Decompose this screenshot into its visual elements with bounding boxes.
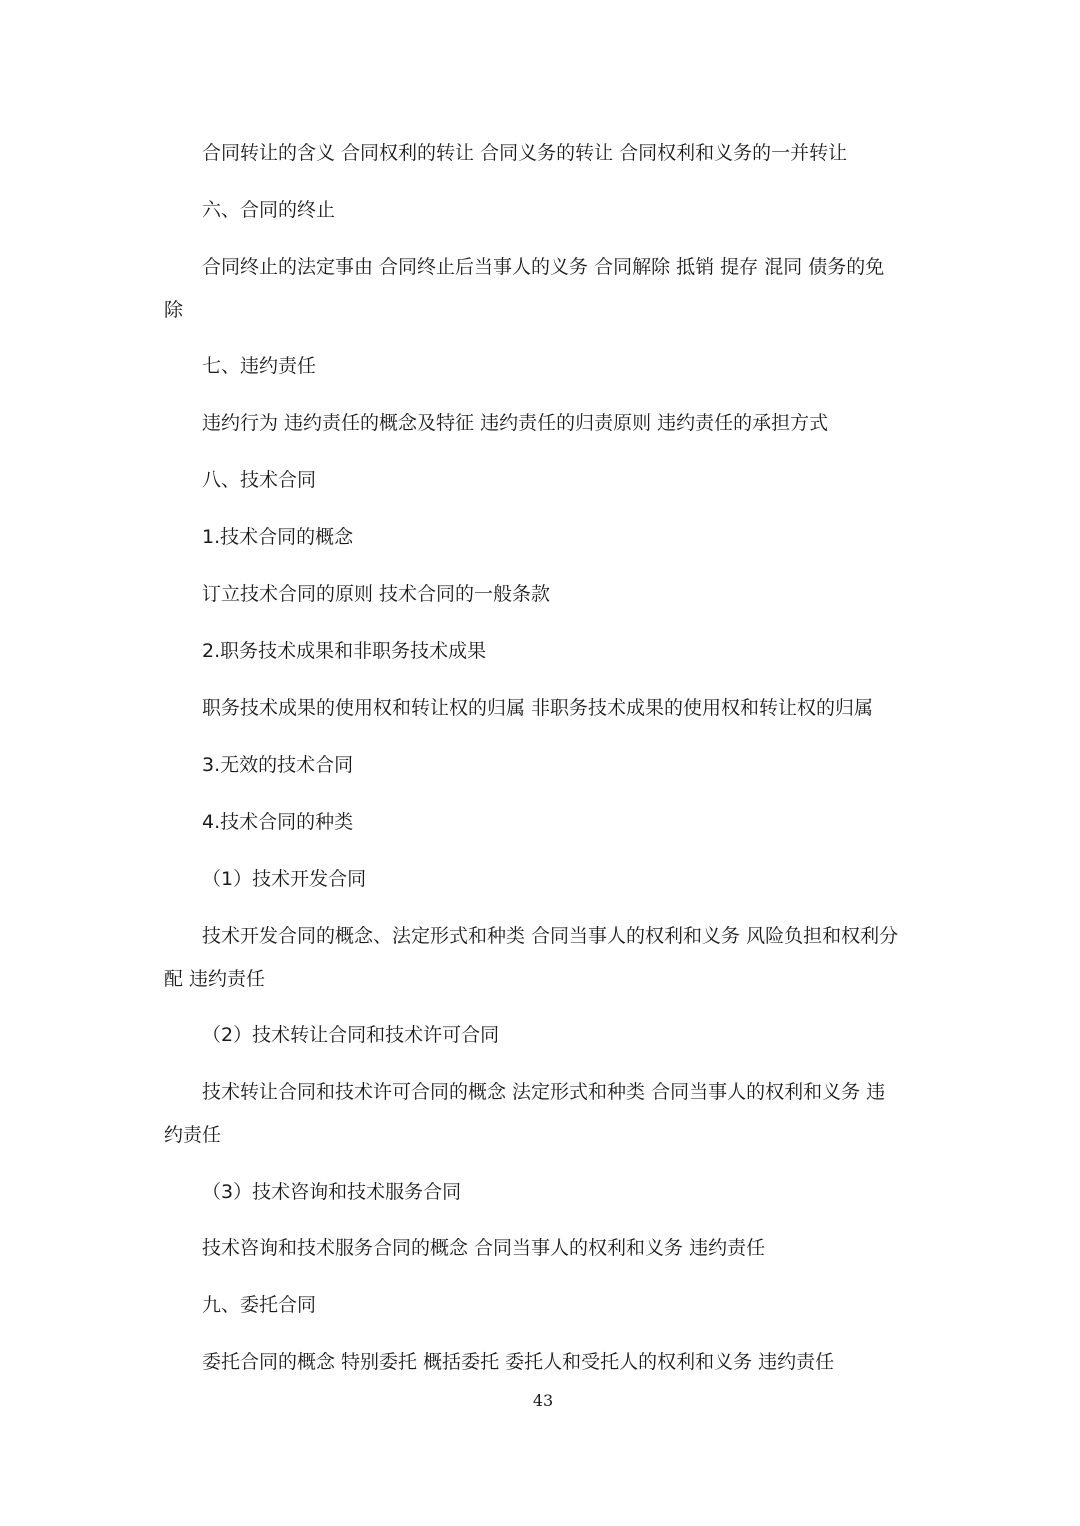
paragraph-termination-line2: 除 [164,299,184,321]
subheading-service-tech-results: 2.职务技术成果和非职务技术成果 [202,640,487,662]
heading-entrustment-contract: 九、委托合同 [202,1294,317,1316]
page-number: 43 [532,1391,554,1410]
paragraph-tech-results-ownership: 职务技术成果的使用权和转让权的归属 非职务技术成果的使用权和转让权的归属 [202,697,874,719]
paragraph-tech-transfer-line2: 约责任 [164,1124,222,1146]
paragraph-tech-contract-principles: 订立技术合同的原则 技术合同的一般条款 [202,583,551,605]
paragraph-tech-development-line2: 配 违约责任 [164,968,266,990]
paragraph-breach-liability: 违约行为 违约责任的概念及特征 违约责任的归责原则 违约责任的承担方式 [202,412,829,434]
paragraph-tech-consulting: 技术咨询和技术服务合同的概念 合同当事人的权利和义务 违约责任 [202,1237,766,1259]
subheading-tech-consulting-service: （3）技术咨询和技术服务合同 [202,1181,462,1203]
heading-breach-liability: 七、违约责任 [202,355,317,377]
heading-technology-contract: 八、技术合同 [202,469,317,491]
heading-contract-termination: 六、合同的终止 [202,199,336,221]
subheading-tech-contract-types: 4.技术合同的种类 [202,811,354,833]
subheading-invalid-tech-contract: 3.无效的技术合同 [202,754,354,776]
paragraph-tech-development-line1: 技术开发合同的概念、法定形式和种类 合同当事人的权利和义务 风险负担和权利分 [202,925,899,947]
subheading-tech-transfer-license: （2）技术转让合同和技术许可合同 [202,1024,500,1046]
paragraph-entrustment-contract: 委托合同的概念 特别委托 概括委托 委托人和受托人的权利和义务 违约责任 [202,1351,835,1373]
subheading-tech-development: （1）技术开发合同 [202,868,367,890]
paragraph-contract-transfer: 合同转让的含义 合同权利的转让 合同义务的转让 合同权利和义务的一并转让 [202,142,848,164]
subheading-tech-contract-concept: 1.技术合同的概念 [202,526,354,548]
paragraph-tech-transfer-line1: 技术转让合同和技术许可合同的概念 法定形式和种类 合同当事人的权利和义务 违 [202,1081,886,1103]
paragraph-termination-line1: 合同终止的法定事由 合同终止后当事人的义务 合同解除 抵销 提存 混同 债务的免 [202,256,885,278]
